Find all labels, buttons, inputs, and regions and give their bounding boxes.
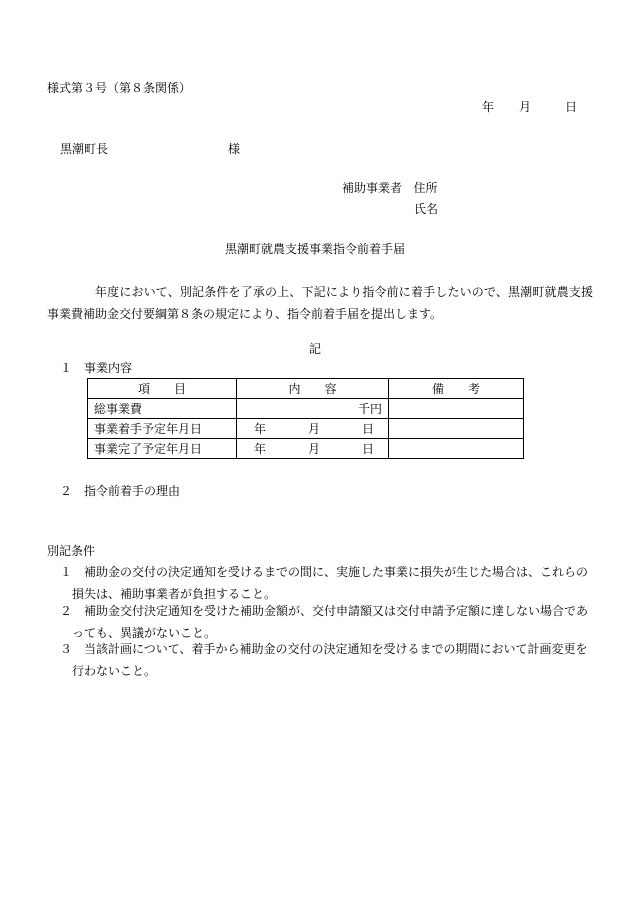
section-2-heading <box>60 485 180 497</box>
condition-item <box>60 638 594 682</box>
date-month-label: 月 <box>308 421 321 436</box>
body-paragraph: 年度において、別記条件を了承の上、下記により指令前に着手したいので、黒潮町就農支援事業費補助金交付要綱第８条の規定により、指令前着手届を提出します。 <box>47 285 593 321</box>
table-header-content: 内 容 <box>237 379 389 399</box>
date-day-label: 日 <box>362 441 375 456</box>
table-row <box>88 399 524 419</box>
applicant-address-line <box>342 182 437 194</box>
table-row <box>88 419 524 439</box>
date-year-label: 年 <box>254 441 267 456</box>
table-header-row <box>88 379 524 399</box>
addressee <box>60 142 241 156</box>
table-cell-date <box>237 419 389 439</box>
form-number: 様式第３号（第８条関係） <box>47 81 192 95</box>
table-cell-note <box>389 419 524 439</box>
table-cell-item: 総事業費 <box>88 399 237 419</box>
table-cell-content: 千円 <box>237 399 389 419</box>
addressee-honorific: 様 <box>228 142 241 156</box>
date-day-label: 日 <box>565 100 578 114</box>
section-2-label: 指令前着手の理由 <box>84 484 181 498</box>
date-month-label: 月 <box>308 441 321 456</box>
table-header-note: 備 考 <box>389 379 524 399</box>
ki-heading: 記 <box>308 342 321 356</box>
table-cell-note <box>389 439 524 459</box>
applicant-role-label: 補助事業者 <box>342 181 403 195</box>
section-1-number: １ <box>60 361 73 375</box>
condition-number: ３ <box>60 642 73 656</box>
conditions-title: 別記条件 <box>47 544 96 558</box>
date-month-label: 月 <box>519 100 532 114</box>
applicant-address-label: 住所 <box>413 181 438 195</box>
condition-text: 当該計画について、着手から補助金の交付の決定通知を受けるまでの期間において計画変更を行わないこと。 <box>72 642 588 678</box>
section-1-heading <box>60 362 132 374</box>
condition-text: 補助金交付決定通知を受けた補助金額が、交付申請額又は交付申請予定額に達しない場合であっても、異議がないこと。 <box>72 604 589 640</box>
condition-number: ２ <box>60 604 73 618</box>
table-cell-item: 事業着手予定年月日 <box>88 419 237 439</box>
date-day-label: 日 <box>362 421 375 436</box>
addressee-name: 黒潮町長 <box>60 142 109 156</box>
date-line <box>482 101 577 113</box>
table-cell-note <box>389 399 524 419</box>
condition-number: １ <box>60 565 73 579</box>
table-cell-date <box>237 439 389 459</box>
table-header-item: 項 目 <box>88 379 237 399</box>
table-cell-item: 事業完了予定年月日 <box>88 439 237 459</box>
condition-text: 補助金の交付の決定通知を受けるまでの間に、実施した事業に損失が生じた場合は、これらの損失は、補助事業者が負担すること。 <box>72 565 589 601</box>
section-1-label: 事業内容 <box>84 361 133 375</box>
condition-item <box>60 561 594 605</box>
section-2-number: ２ <box>60 484 73 498</box>
table-row <box>88 439 524 459</box>
date-year-label: 年 <box>254 421 267 436</box>
date-year-label: 年 <box>482 100 495 114</box>
business-content-table <box>87 378 524 459</box>
applicant-name-label: 氏名 <box>414 202 439 216</box>
document-title: 黒潮町就農支援事業指令前着手届 <box>224 242 405 256</box>
